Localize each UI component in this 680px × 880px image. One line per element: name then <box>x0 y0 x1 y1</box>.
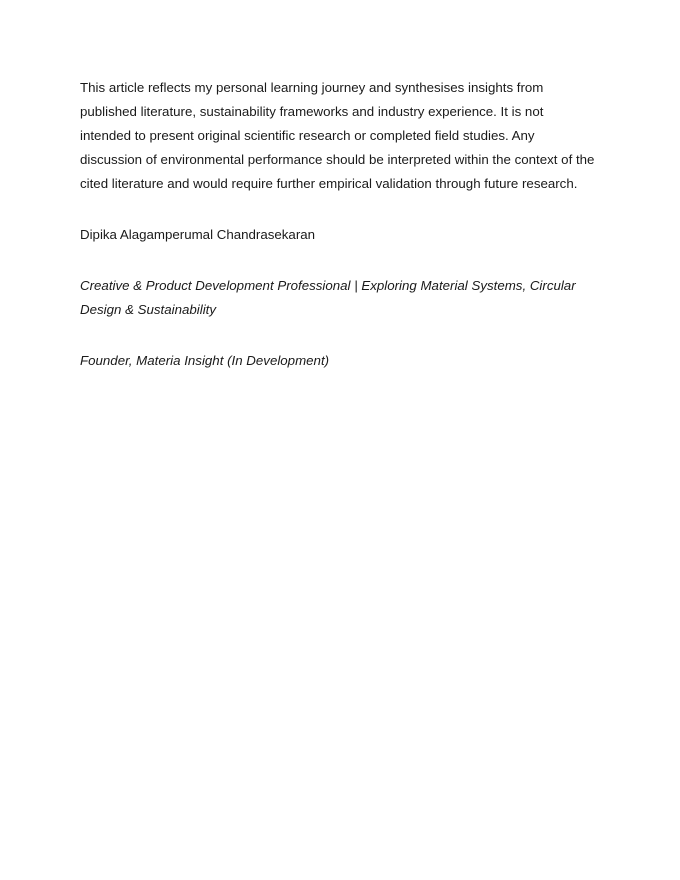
document-page <box>80 76 595 373</box>
author-founder-line: Founder, Materia Insight (In Development) <box>80 353 330 368</box>
author-role: Creative & Product Development Professional | Exploring Material Systems, Circular Design & Sustainability <box>80 278 576 317</box>
author-name: Dipika Alagamperumal Chandrasekaran <box>80 227 316 242</box>
disclaimer-paragraph: This article reflects my personal learning journey and synthesises insights from published literature, sustainability frameworks and industry experience. It is not intended to present original scientific research or completed field studies. Any discussion of environmental performance should be interpreted within the context of the cited literature and would require further empirical validation through future research. <box>80 80 595 191</box>
